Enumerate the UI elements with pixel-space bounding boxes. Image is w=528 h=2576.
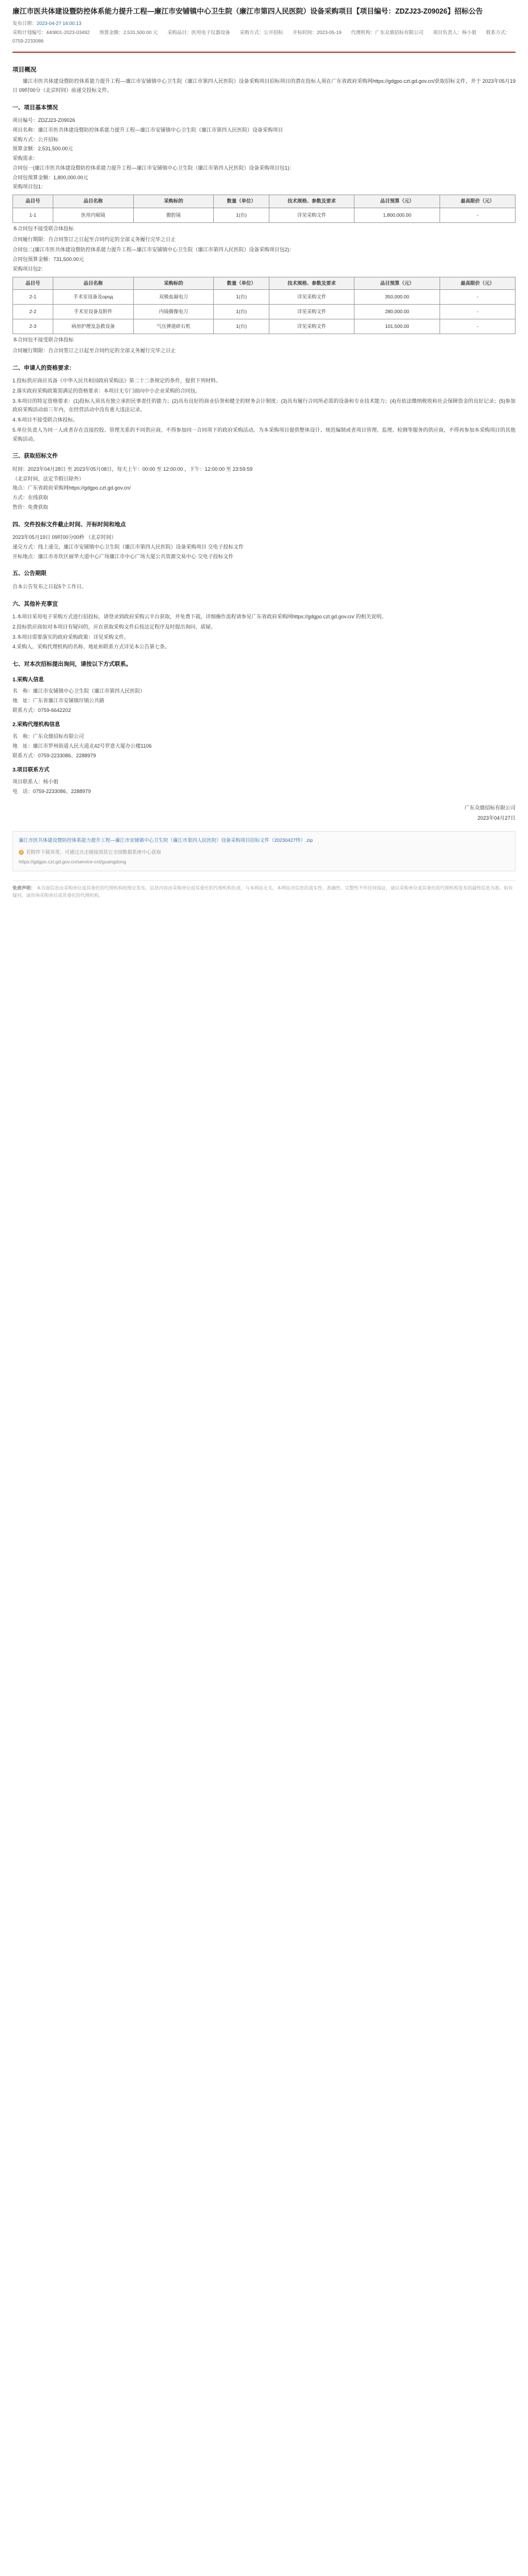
content-body: [0, 53, 528, 796]
package-1-table: [12, 195, 516, 223]
disclaimer-label: 免责声明：: [12, 885, 35, 891]
overview-heading: 项目概况: [12, 66, 36, 73]
package-2-budget: 合同包预算金额：731,500.00元: [12, 256, 85, 263]
sec1-line-0: [12, 116, 516, 125]
cell-budget: 280,000.00: [354, 305, 440, 319]
purchaser-contact-value: 0759-6642202: [38, 707, 71, 713]
attachment-box: [12, 831, 516, 871]
cell-quantity: 1(台): [214, 208, 269, 222]
agency-contact-label: 联系方式：: [12, 752, 39, 758]
title-bar: [0, 0, 528, 49]
table-row: [13, 290, 516, 305]
agency-name-value: 广东众鼎招标有限公司: [33, 733, 85, 740]
project-contact-group-title: 3.项目联系方式: [12, 767, 49, 774]
info-icon: i: [19, 850, 24, 855]
sec1-line-2: [12, 136, 516, 145]
sec3-line-0: 时间：2023年04月28日 至 2023年05月08日，每天上午：00:00 至 12:00:00 ，下午：12:00:00 至 23:59:59: [12, 466, 253, 472]
page-title: 廉江市医共体建设暨防控体系能力提升工程—廉江市安铺镇中心卫生院（廉江市第四人民医院）设备采购项目【项目编号：ZDZJ23-Z09026】招标公告: [12, 7, 483, 15]
sec1-label-3: 预算金额：: [12, 146, 39, 152]
purchaser-name-label: 名 称：: [12, 688, 33, 694]
sec4-line-1: 递交方式：线上递交，廉江市安铺镇中心卫生院（廉江市第四人民医院）设备采购项目 交电子投标文件: [12, 543, 244, 550]
th-item-no: 品目号: [13, 195, 53, 208]
attachment-note-row: [19, 848, 509, 857]
sec2-item-2: 3.本项目的特定资格要求：(1)投标人须具有独立承担民事责任的能力；(2)具有良好的商业信誉和健全的财务会计制度；(3)具有履行合同所必需的设备和专业技术能力；(4)有依法缴纳税收和社会保障资金的良好记录；(5)参加政府采购活动前三年内，在经营活动中没有重大违法记录。: [12, 398, 516, 413]
attachment-alt-link[interactable]: https://gdgpo.czt.gd.gov.cn/service-cnt/guangdong: [19, 858, 126, 865]
sec6-item-1: 2.投标供应商如对本项目有疑问的，应在获取采购文件后按法定程序及时提出询问、质疑。: [12, 623, 216, 630]
purchaser-contact-row: [12, 706, 516, 715]
agency-contact-row: [12, 752, 516, 761]
sec2-item-3: 4.本项目不接受联合体投标。: [12, 417, 78, 423]
cell-budget: 1,800,000.00: [354, 208, 440, 222]
table-header-row: [13, 195, 516, 208]
project-contact-phone-value: 0759-2233086、2288979: [33, 788, 91, 794]
package-1-procurement-label: 采购项目包1：: [12, 184, 47, 190]
cell-quantity: 1(台): [214, 290, 269, 305]
sec4-line-2: 开标地点：廉江市赤坎区丽华大道中心广场廉江市中心广场大厦公共资源交易中心 交电子投标文件: [12, 553, 234, 559]
section-1-heading: 一、项目基本情况: [12, 104, 58, 111]
signature-block: [0, 804, 528, 823]
project-contact-person-label: 项目联系人：: [12, 778, 44, 785]
sec2-item-4: 5.单位负责人为同一人或者存在直接控股、管理关系的不同供应商，不得参加同一合同项下的政府采购活动。为本采购项目提供整体设计、规范编制或者项目管理、监理、检测等服务的供应商，不得再参加本采购项目的其他采购活动。: [12, 427, 516, 442]
package-2-table: [12, 277, 516, 335]
package-1-budget: 合同包预算金额：1,800,000.00元: [12, 174, 88, 180]
sec1-line-1: [12, 126, 516, 135]
sec1-line-3: [12, 145, 516, 154]
th-item-name: 品目名称: [53, 277, 133, 290]
agency-address-value: 廉江市罗州街道人民大道北42号罗意大厦办公楼1106: [33, 743, 152, 749]
sec1-value-3: 2,531,500.00元: [38, 146, 73, 152]
cell-quantity: 1(台): [214, 319, 269, 334]
disclaimer: [12, 880, 516, 900]
signature-org: 广东众鼎招标有限公司: [464, 805, 516, 811]
cell-item-no: 1-1: [13, 208, 53, 222]
package-1-intro: 合同包一(廉江市医共体建设暨防控体系能力提升工程—廉江市安铺镇中心卫生院（廉江市第四人民医院）设备采购项目包1)：: [12, 165, 295, 171]
th-budget: 品目预算（元）: [354, 277, 440, 290]
package-2-intro: 合同包二(廉江市医共体建设暨防控体系能力提升工程—廉江市安铺镇中心卫生院（廉江市第四人民医院）设备采购项目包2)：: [12, 247, 295, 253]
sec1-value-2: 公开招标: [38, 136, 59, 142]
package-2-procurement-label: 采购项目包2：: [12, 265, 47, 272]
sec3-line-1: （北京时间，法定节假日除外）: [12, 475, 85, 482]
th-spec: 技术规格、参数及要求: [269, 195, 354, 208]
publish-date: 2023-04-27 16:00:13: [36, 20, 82, 26]
announcement-page: [0, 0, 528, 900]
section-6-heading: 六、其他补充事宜: [12, 601, 58, 608]
sec1-label-1: 项目名称：: [12, 127, 39, 133]
purchaser-group-title: 1.采购人信息: [12, 676, 44, 683]
package-2-note-1: 本合同包不接受联合体投标: [12, 337, 74, 343]
cell-subject: 气压弹道碎石机: [133, 319, 214, 334]
th-quantity: 数量（单位）: [214, 195, 269, 208]
cell-item-name: 手术室设备及ород: [53, 290, 133, 305]
cell-ceiling: -: [440, 290, 516, 305]
section-3-heading: 三、获取招标文件: [12, 453, 58, 460]
sec2-item-1: 2.落实政府采购政策需满足的资格要求：本项目无专门面向中小企业采购的合同包。: [12, 387, 201, 394]
project-contact-phone-label: 电 话：: [12, 788, 33, 794]
cell-item-name: 手术室设备及附件: [53, 305, 133, 319]
th-ceiling: 最高限价（元）: [440, 195, 516, 208]
cell-spec: 详见采购文件: [269, 208, 354, 222]
overview-body: 廉江市医共体建设暨防控体系能力提升工程—廉江市安铺镇中心卫生院（廉江市第四人民医院）设备采购项目招标项目的潜在投标人须在广东省政府采购网https://gdgpo.czt.gd.gov.cn/获取招标文件，并于 2023年05月19日 09时00分（北京时间）前递交投标文件。: [12, 78, 516, 93]
sec3-line-4: 售价：免费获取: [12, 504, 49, 510]
sec1-label-0: 项目编号：: [12, 117, 39, 123]
sec4-line-0: 2023年05月19日 09时00分00秒 （北京时间）: [12, 534, 117, 541]
table-row: [13, 208, 516, 222]
cell-item-name: 医用内窥镜: [53, 208, 133, 222]
purchaser-name-row: [12, 687, 516, 696]
cell-subject: 内镜摄像电刀: [133, 305, 214, 319]
cell-ceiling: -: [440, 305, 516, 319]
signature-date: 2023年04月27日: [477, 815, 516, 821]
table-row: [13, 305, 516, 319]
sec1-label-2: 采购方式：: [12, 136, 39, 142]
sec1-value-0: ZDZJ23-Z09026: [38, 117, 75, 123]
cell-spec: 详见采购文件: [269, 290, 354, 305]
cell-item-no: 2-3: [13, 319, 53, 334]
cell-ceiling: -: [440, 208, 516, 222]
purchaser-contact-label: 联系方式：: [12, 707, 39, 713]
cell-ceiling: -: [440, 319, 516, 334]
agency-group-title: 2.采购代理机构信息: [12, 722, 60, 728]
table-header-row: [13, 277, 516, 290]
cell-spec: 详见采购文件: [269, 305, 354, 319]
cell-budget: 101,500.00: [354, 319, 440, 334]
cell-subject: 腹腔镜: [133, 208, 214, 222]
purchaser-address-label: 地 址：: [12, 697, 33, 703]
sec3-line-2: 地点：广东省政府采购网https://gdgpo.czt.gd.gov.cn/: [12, 485, 131, 491]
cell-item-no: 2-2: [13, 305, 53, 319]
purchaser-address-value: 广东省廉江市安铺镇圩镇公共路: [33, 697, 105, 703]
agency-name-label: 名 称：: [12, 733, 33, 740]
package-1-note-2: 合同履行期限：自合同签订之日起至合同约定的全部义务履行完毕之日止: [12, 236, 176, 242]
sec1-value-1: 廉江市医共体建设暨防控体系能力提升工程—廉江市安铺镇中心卫生院（廉江市第四人民医院）设备采购项目: [38, 127, 284, 133]
publish-label: 发布日期：: [12, 20, 37, 26]
th-quantity: 数量（单位）: [214, 277, 269, 290]
th-item-no: 品目号: [13, 277, 53, 290]
project-contact-person-row: [12, 778, 516, 787]
sec3-line-3: 方式：在线获取: [12, 495, 49, 501]
section-4-heading: 四、交件投标文件截止时间、开标时间和地点: [12, 521, 126, 528]
sec1-label-4: 采购需求：: [12, 155, 39, 161]
section-2-heading: 二、申请人的资格要求：: [12, 365, 75, 372]
agency-name-row: [12, 732, 516, 741]
agency-address-row: [12, 742, 516, 751]
cell-item-name: 病房护理及急救设备: [53, 319, 133, 334]
disclaimer-text: 本页面信息由采购单位或其委托的代理机构按规定发布，信息内容由采购单位或其委托的代理机构负责，与本网站无关。本网站对信息的真实性、准确性、完整性不作任何保证，请以采购单位或其委托的代理机构发布的最终信息为准。如有疑问，请咨询采购单位或其委托的代理机构。: [12, 885, 513, 899]
sec6-item-2: 3.本项目需要落实的政府采购政策：详见采购文件。: [12, 634, 129, 640]
cell-subject: 双极血凝电刀: [133, 290, 214, 305]
project-contact-phone-row: [12, 787, 516, 796]
purchaser-address-row: [12, 697, 516, 706]
th-spec: 技术规格、参数及要求: [269, 277, 354, 290]
package-2-note-2: 合同履行期限：自合同签订之日起至合同约定的全部义务履行完毕之日止: [12, 347, 176, 353]
sec2-item-0: 1.投标供应商应具备《中华人民共和国政府采购法》第二十二条规定的条件，提供下列材料。: [12, 378, 221, 384]
th-ceiling: 最高限价（元）: [440, 277, 516, 290]
sec6-item-0: 1.本项目采用电子采购方式进行招投标，请登录到政府采购云平台获取，并免费下载，详细操作流程请参见广东省政府采购网https://gdgpo.czt.gd.gov.cn/ 的相关说明。: [12, 614, 387, 620]
cell-spec: 详见采购文件: [269, 319, 354, 334]
cell-quantity: 1(台): [214, 305, 269, 319]
project-contact-person-value: 杨小姐: [43, 778, 59, 785]
table-row: [13, 319, 516, 334]
th-subject: 采购标的: [133, 195, 214, 208]
section-5-heading: 五、公告期限: [12, 571, 47, 577]
sec6-item-3: 4.采购人、采购代理机构的名称、地址和联系方式详见本公告第七条。: [12, 644, 170, 650]
agency-contact-value: 0759-2233086、2288979: [38, 752, 96, 758]
agency-address-label: 地 址：: [12, 743, 33, 749]
purchaser-name-value: 廉江市安铺镇中心卫生院（廉江市第四人民医院）: [33, 688, 146, 694]
attachment-link[interactable]: 廉江市医共体建设暨防控体系能力提升工程—廉江市安铺镇中心卫生院（廉江市第四人民医院）设备采购项目招标文件（20230427终）.zip: [19, 837, 313, 843]
sec5-line: 自本公告发布之日起5个工作日。: [12, 583, 87, 589]
publish-line: [12, 19, 516, 28]
attachment-note: 若附件下载异常，可通过点击链接到其它全国数据系统中心获取: [26, 849, 162, 855]
th-budget: 品目预算（元）: [354, 195, 440, 208]
cell-budget: 350,000.00: [354, 290, 440, 305]
cell-item-no: 2-1: [13, 290, 53, 305]
th-subject: 采购标的: [133, 277, 214, 290]
section-7-heading: 七、对本次招标提出询问，请按以下方式联系。: [12, 661, 132, 668]
th-item-name: 品目名称: [53, 195, 133, 208]
meta-inline: 采购计划编号：440801-2023-03492 预算金额：2,531,500.00 元 采购品目：医用电子仪器设备 采购方式：公开招标 开标时间：2023-05-19 代理机构：广东众鼎招标有限公司 项目负责人：杨小姐 联系方式：0759-2233086: [12, 29, 510, 44]
sec1-line-4: [12, 154, 516, 163]
package-1-note-1: 本合同包不接受联合体投标: [12, 225, 74, 231]
